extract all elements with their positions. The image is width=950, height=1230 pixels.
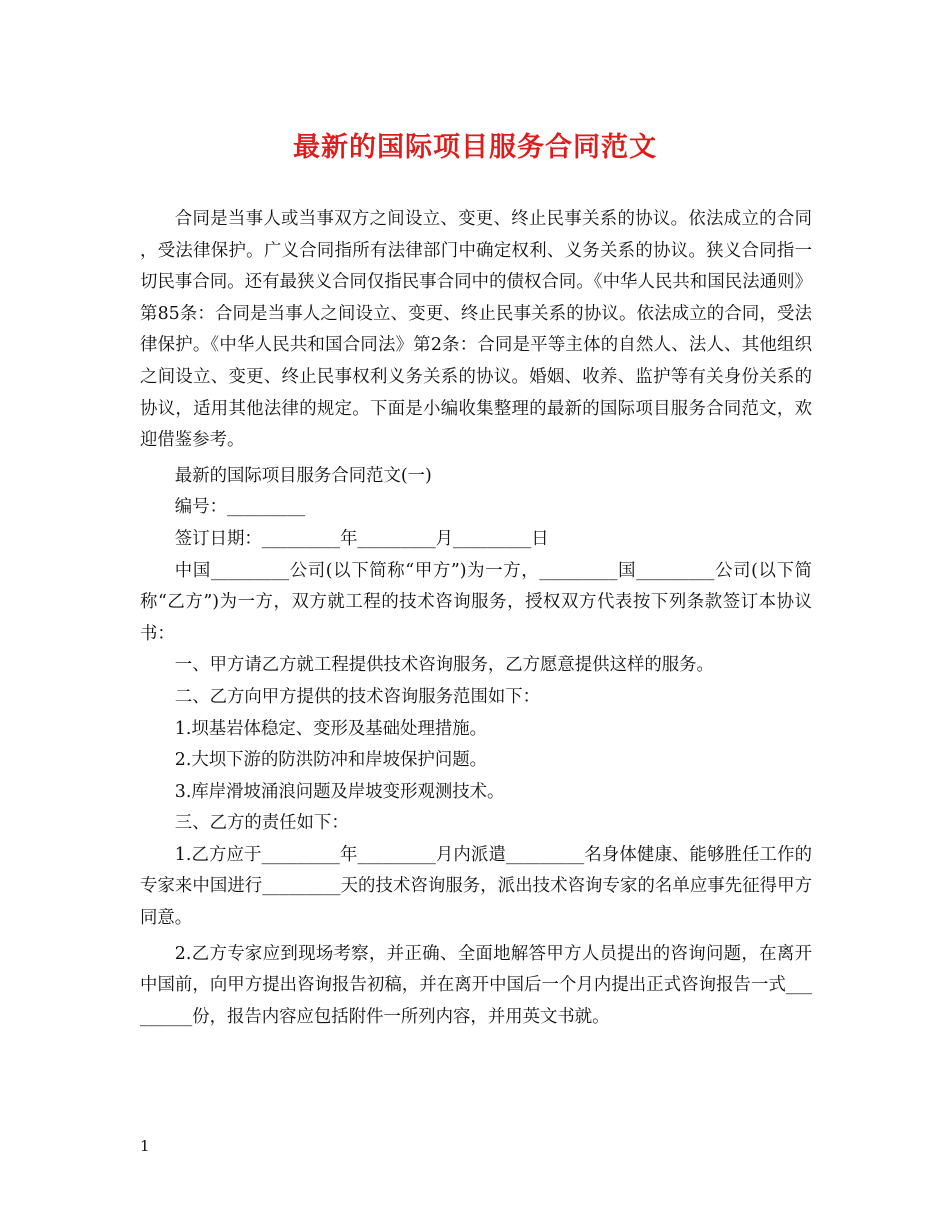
clause-three-item-1: 1.乙方应于_________年_________月内派遣_________名身体健康、能够胜任工作的专家来中国进行_________天的技术咨询服务，派出技术咨询专家的名单应事先征得甲方同意。	[140, 844, 812, 929]
clause-one: 一、甲方请乙方就工程提供技术咨询服务，乙方愿意提供这样的服务。	[174, 655, 714, 676]
clause-two-heading: 二、乙方向甲方提供的技术咨询服务范围如下：	[174, 686, 541, 707]
document-title: 最新的国际项目服务合同范文	[293, 132, 657, 163]
clause-two-item-3: 3.库岸滑坡涌浪问题及岸坡变形观测技术。	[174, 781, 505, 802]
document-body	[140, 204, 812, 1033]
signing-date-line: 签订日期：_________年_________月_________日	[174, 528, 549, 549]
page-number: 1	[140, 1137, 150, 1155]
clause-three-item-2: 2.乙方专家应到现场考察，并正确、全面地解答甲方人员提出的咨询问题，在离开中国前，向甲方提出咨询报告初稿，并在离开中国后一个月内提出正式咨询报告一式_________份，报告内容应包括附件一所列内容，并用英文书就。	[140, 943, 812, 1027]
intro-paragraph: 合同是当事人或当事双方之间设立、变更、终止民事关系的协议。依法成立的合同 ，受法律保护。广义合同指所有法律部门中确定权利、义务关系的协议。狭义合同指一切民事合同。还有最狭义合同仅指民事合同中的债权合同。《中华人民共和国民法通则》第85条：合同是当事人之间设立、变更、终止民事关系的协议。依法成立的合同，受法律保护。《中华人民共和国合同法》第2条：合同是平等主体的自然人、法人、其他组织之间设立、变更、终止民事权利义务关系的协议。婚姻、收养、监护等有关身份关系的协议，适用其他法律的规定。下面是小编收集整理的最新的国际项目服务合同范文，欢迎借鉴参考。	[140, 209, 812, 451]
parties-paragraph: 中国_________公司(以下简称“甲方”)为一方，_________国_________公司(以下简称“乙方”)为一方，双方就工程的技术咨询服务，授权双方代表按下列条款签订本协议书：	[140, 560, 812, 644]
clause-two-item-1: 1.坝基岩体稳定、变形及基础处理措施。	[174, 718, 488, 739]
contract-heading: 最新的国际项目服务合同范文(一)	[174, 465, 432, 486]
contract-number-line: 编号：_________	[174, 497, 306, 518]
clause-three-heading: 三、乙方的责任如下：	[174, 813, 349, 834]
clause-two-item-2: 2.大坝下游的防洪防冲和岸坡保护问题。	[174, 750, 488, 771]
